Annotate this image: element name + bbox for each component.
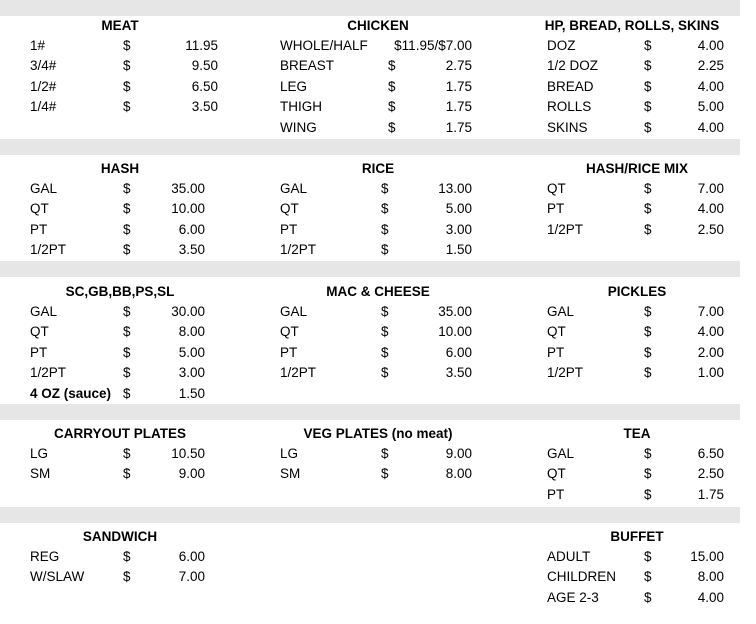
item-label: THIGH — [280, 99, 322, 115]
item-label: BREAST — [280, 58, 335, 74]
item-price: 4.00 — [697, 201, 724, 217]
currency-symbol: $ — [123, 324, 131, 340]
item-label: ROLLS — [547, 99, 592, 115]
item-label: PT — [547, 201, 565, 217]
item-price: 7.00 — [697, 304, 724, 319]
item-label: GAL — [547, 446, 575, 461]
section-header-text: HP, BREAD, ROLLS, SKINS — [544, 18, 720, 33]
currency-symbol: $ — [381, 201, 389, 217]
item-label: GAL — [280, 304, 308, 319]
item-price: 1.75 — [445, 78, 472, 94]
item-price: 1.00 — [697, 365, 724, 381]
currency-symbol: $ — [388, 58, 396, 74]
currency-symbol: $ — [381, 324, 389, 340]
item-label: SKINS — [547, 119, 588, 135]
item-label: 1/2PT — [547, 221, 584, 237]
item-label: 1/2PT — [280, 242, 317, 258]
currency-symbol: $ — [123, 78, 131, 94]
currency-symbol: $ — [644, 589, 652, 605]
section-header-text: HASH/RICE MIX — [586, 161, 689, 176]
item-label: 1/4# — [30, 99, 57, 115]
item-label: PT — [30, 221, 48, 237]
item-price: 3.00 — [178, 365, 205, 381]
section-header-text: BUFFET — [610, 529, 664, 544]
section-header-text: SC,GB,BB,PS,SL — [65, 284, 175, 299]
item-label: 1/2PT — [547, 365, 584, 381]
item-price: 30.00 — [171, 304, 205, 319]
item-label: PT — [547, 486, 565, 502]
item-price: 3.50 — [445, 365, 472, 381]
currency-symbol: $ — [123, 58, 131, 74]
currency-symbol: $ — [123, 221, 131, 237]
item-label: WING — [280, 119, 317, 135]
item-price: 2.50 — [697, 221, 724, 237]
item-price: 9.50 — [191, 58, 218, 74]
item-label: 4 OZ (sauce) — [30, 385, 112, 401]
currency-symbol: $ — [388, 78, 396, 94]
item-label: QT — [547, 181, 566, 196]
currency-symbol: $ — [644, 221, 652, 237]
currency-symbol: $ — [381, 242, 389, 258]
item-price: 7.00 — [697, 181, 724, 196]
currency-symbol: $ — [644, 466, 652, 482]
currency-symbol: $ — [381, 466, 389, 482]
currency-symbol: $ — [123, 181, 131, 196]
currency-symbol: $ — [381, 365, 389, 381]
item-label: 1/2PT — [30, 365, 67, 381]
item-price: 2.00 — [697, 344, 724, 360]
item-price: 6.50 — [191, 78, 218, 94]
item-price: 1.75 — [697, 486, 724, 502]
currency-symbol: $ — [123, 549, 131, 564]
item-price: 6.00 — [178, 221, 205, 237]
currency-symbol: $ — [381, 446, 389, 461]
item-label: WHOLE/HALF — [280, 38, 368, 53]
item-label: QT — [30, 324, 49, 340]
item-label: AGE 2-3 — [547, 589, 599, 605]
item-price: 10.00 — [171, 201, 205, 217]
item-price: 5.00 — [445, 201, 472, 217]
currency-symbol: $ — [644, 486, 652, 502]
item-price: 35.00 — [438, 304, 472, 319]
currency-symbol: $ — [644, 365, 652, 381]
item-label: GAL — [30, 304, 58, 319]
item-price: 7.00 — [178, 569, 205, 585]
currency-symbol: $ — [123, 304, 131, 319]
item-label: LG — [280, 446, 299, 461]
item-label: DOZ — [547, 38, 576, 53]
item-price: 9.00 — [445, 446, 472, 461]
item-label: CHILDREN — [547, 569, 617, 585]
currency-symbol: $ — [381, 221, 389, 237]
item-price: 1.75 — [445, 99, 472, 115]
item-label: PT — [280, 344, 298, 360]
item-label: 1/2PT — [30, 242, 67, 258]
item-price: 4.00 — [697, 78, 724, 94]
section-header-text: MEAT — [101, 18, 139, 33]
item-price: 3.50 — [191, 99, 218, 115]
item-price: 13.00 — [438, 181, 472, 196]
item-label: REG — [30, 549, 60, 564]
item-label: PT — [280, 221, 298, 237]
item-price: 1.50 — [445, 242, 472, 258]
item-price: 2.25 — [697, 58, 724, 74]
currency-symbol: $ — [123, 466, 131, 482]
section-divider — [0, 0, 740, 16]
item-price: 5.00 — [178, 344, 205, 360]
item-price: 4.00 — [697, 38, 724, 53]
item-price: 10.00 — [438, 324, 472, 340]
currency-symbol: $ — [381, 344, 389, 360]
section-header-text: SANDWICH — [82, 529, 158, 544]
currency-symbol: $ — [388, 99, 396, 115]
item-price: 2.50 — [697, 466, 724, 482]
currency-symbol: $ — [644, 324, 652, 340]
item-label: PT — [30, 344, 48, 360]
item-price: 8.00 — [697, 569, 724, 585]
currency-symbol: $ — [644, 446, 652, 461]
currency-symbol: $ — [123, 38, 131, 53]
currency-symbol: $ — [388, 119, 396, 135]
currency-symbol: $ — [123, 344, 131, 360]
currency-symbol: $ — [644, 304, 652, 319]
currency-symbol: $ — [644, 344, 652, 360]
item-price: 2.75 — [445, 58, 472, 74]
item-label: QT — [547, 466, 566, 482]
item-label: LG — [30, 446, 49, 461]
section-header-text: VEG PLATES (no meat) — [303, 426, 453, 441]
section-header-text: HASH — [100, 161, 140, 176]
currency-symbol: $ — [644, 78, 652, 94]
item-price: 4.00 — [697, 324, 724, 340]
item-label: ADULT — [547, 549, 591, 564]
item-price: 9.00 — [178, 466, 205, 482]
currency-symbol: $ — [644, 201, 652, 217]
item-label: PT — [547, 344, 565, 360]
item-label: QT — [280, 324, 299, 340]
currency-symbol: $ — [123, 385, 131, 401]
item-price: 6.00 — [178, 549, 205, 564]
currency-symbol: $ — [381, 181, 389, 196]
item-price: 1.50 — [178, 385, 205, 401]
currency-symbol: $ — [381, 304, 389, 319]
item-label: LEG — [280, 78, 308, 94]
item-price: 6.50 — [697, 446, 724, 461]
item-label: 1# — [30, 38, 46, 53]
item-price: 5.00 — [697, 99, 724, 115]
item-label: W/SLAW — [30, 569, 85, 585]
section-header-text: CHICKEN — [347, 18, 409, 33]
currency-symbol: $ — [644, 119, 652, 135]
currency-symbol: $ — [123, 201, 131, 217]
section-header-text: TEA — [623, 426, 651, 441]
item-label: SM — [280, 466, 301, 482]
currency-symbol: $ — [123, 569, 131, 585]
currency-symbol: $ — [644, 549, 652, 564]
item-label: QT — [280, 201, 299, 217]
section-divider — [0, 139, 740, 155]
item-price: 15.00 — [690, 549, 724, 564]
item-label: QT — [547, 324, 566, 340]
item-label: GAL — [547, 304, 575, 319]
currency-symbol: $ — [123, 242, 131, 258]
item-label: QT — [30, 201, 49, 217]
currency-symbol: $ — [644, 99, 652, 115]
item-label: 1/2# — [30, 78, 57, 94]
section-divider — [0, 404, 740, 420]
section-divider — [0, 261, 740, 277]
item-price: 1.75 — [445, 119, 472, 135]
item-label: SM — [30, 466, 51, 482]
item-price: 8.00 — [178, 324, 205, 340]
item-label: 3/4# — [30, 58, 57, 74]
item-label: 1/2 DOZ — [547, 58, 599, 74]
item-label: 1/2PT — [280, 365, 317, 381]
currency-symbol: $ — [644, 181, 652, 196]
item-price: 10.50 — [171, 446, 205, 461]
item-label: GAL — [280, 181, 308, 196]
item-price: $11.95/$7.00 — [394, 38, 472, 53]
item-price: 35.00 — [171, 181, 205, 196]
section-header-text: CARRYOUT PLATES — [54, 426, 187, 441]
section-divider — [0, 507, 740, 523]
item-price: 4.00 — [697, 589, 724, 605]
item-price: 4.00 — [697, 119, 724, 135]
currency-symbol: $ — [123, 365, 131, 381]
currency-symbol: $ — [644, 38, 652, 53]
currency-symbol: $ — [644, 58, 652, 74]
section-header-text: MAC & CHEESE — [326, 284, 430, 299]
item-price: 11.95 — [185, 38, 218, 53]
currency-symbol: $ — [123, 446, 131, 461]
currency-symbol: $ — [644, 569, 652, 585]
item-price: 6.00 — [445, 344, 472, 360]
item-price: 8.00 — [445, 466, 472, 482]
currency-symbol: $ — [123, 99, 131, 115]
section-header-text: RICE — [361, 161, 395, 176]
item-price: 3.50 — [178, 242, 205, 258]
item-price: 3.00 — [445, 221, 472, 237]
item-label: BREAD — [547, 78, 594, 94]
item-label: GAL — [30, 181, 58, 196]
section-header-text: PICKLES — [607, 284, 667, 299]
